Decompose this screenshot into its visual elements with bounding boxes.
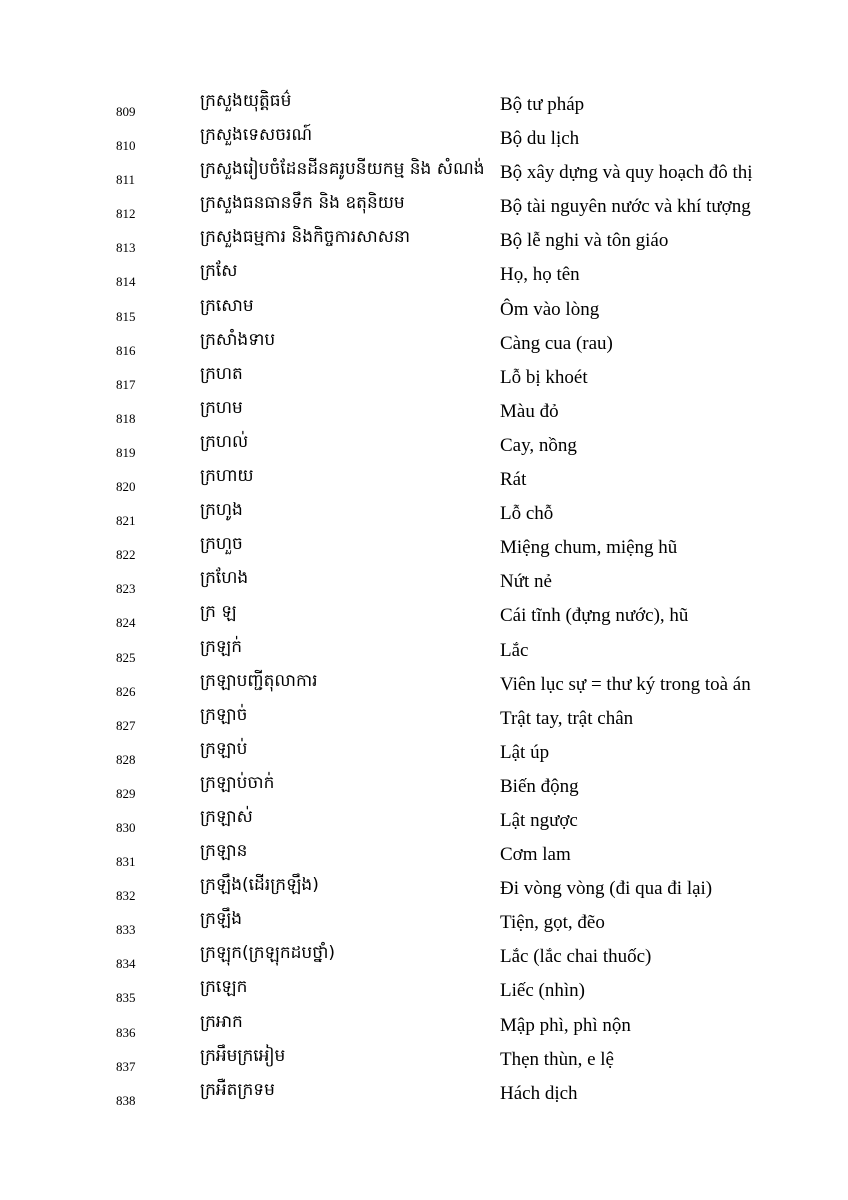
khmer-term: ក្រឡុក(ក្រឡុកដបថ្នាំ) <box>200 943 336 964</box>
entry-number: 817 <box>116 376 136 392</box>
entry-number: 835 <box>116 990 136 1006</box>
vietnamese-translation: Lỗ chỗ <box>500 503 554 525</box>
dictionary-entry <box>0 293 848 327</box>
khmer-term: ក្រឡឹង <box>200 909 243 930</box>
khmer-term: ក្រឡក់ <box>200 636 243 657</box>
vietnamese-translation: Tiện, gọt, đẽo <box>500 912 605 934</box>
khmer-term: ក្រហូង <box>200 500 243 521</box>
khmer-term: ក្រសួងទេសចរណ៍ <box>200 125 313 146</box>
dictionary-entry <box>0 974 848 1008</box>
entry-number: 822 <box>116 547 136 563</box>
vietnamese-translation: Cái tĩnh (đựng nước), hũ <box>500 605 689 627</box>
entry-number: 812 <box>116 206 136 222</box>
dictionary-entry <box>0 531 848 565</box>
khmer-term: ក្រសួងធនធានទឹក និង ឧតុនិយម <box>200 193 405 214</box>
vietnamese-translation: Bộ tư pháp <box>500 94 585 115</box>
vietnamese-translation: Cay, nồng <box>500 434 577 456</box>
dictionary-entry <box>0 429 848 463</box>
entry-number: 826 <box>116 683 136 699</box>
vietnamese-translation: Ôm vào lòng <box>500 298 600 320</box>
vietnamese-translation: Biến động <box>500 775 579 797</box>
entry-number: 828 <box>116 751 136 767</box>
khmer-term: ក្រហែង <box>200 568 249 589</box>
vietnamese-translation: Bộ xây dựng và quy hoạch đô thị <box>500 162 753 184</box>
dictionary-entry <box>0 565 848 599</box>
khmer-term: ក្រអឹមក្រអៀម <box>200 1045 286 1066</box>
dictionary-entry <box>0 258 848 292</box>
dictionary-entry <box>0 1009 848 1043</box>
entry-number: 834 <box>116 956 136 972</box>
vietnamese-translation: Hách dịch <box>500 1082 578 1104</box>
dictionary-entry <box>0 702 848 736</box>
khmer-term: ក្រឡាស់ <box>200 806 253 827</box>
khmer-term: ក្រឡាប់ចាក់ <box>200 772 275 793</box>
vietnamese-translation: Viên lục sự = thư ký trong toà án <box>500 673 751 695</box>
entry-number: 832 <box>116 888 136 904</box>
khmer-term: ក្រសួងធម្មការ និងកិច្ចការសាសនា <box>200 227 411 248</box>
khmer-term: ក្រហួច <box>200 534 243 555</box>
dictionary-entry <box>0 327 848 361</box>
dictionary-entry <box>0 1043 848 1077</box>
vietnamese-translation: Bộ tài nguyên nước và khí tượng <box>500 196 751 218</box>
khmer-term: ក្រហាយ <box>200 466 254 487</box>
khmer-term: ក្រសាំងទាប <box>200 329 276 350</box>
entry-number: 821 <box>116 513 136 529</box>
vietnamese-translation: Đi vòng vòng (đi qua đi lại) <box>500 878 713 900</box>
khmer-term: ក្រហល់ <box>200 431 249 452</box>
entry-number: 813 <box>116 240 136 256</box>
khmer-term: ក្រសួងរៀបចំដែនដីនគរូបនីយកម្ម និង សំណង់ <box>200 159 485 180</box>
khmer-term: ក្រឡេក <box>200 977 248 998</box>
vietnamese-translation: Trật tay, trật chân <box>500 707 634 729</box>
dictionary-entry <box>0 463 848 497</box>
entry-number: 825 <box>116 649 136 665</box>
entry-number: 814 <box>116 274 136 290</box>
entry-number: 809 <box>116 104 136 119</box>
vietnamese-translation: Cơm lam <box>500 844 571 866</box>
entry-number: 823 <box>116 581 136 597</box>
entry-number: 830 <box>116 819 136 835</box>
dictionary-entry <box>0 497 848 531</box>
vietnamese-translation: Lắc <box>500 639 529 661</box>
khmer-term: ក្រសួងយុត្តិធម៌ <box>200 91 292 111</box>
vietnamese-translation: Bộ du lịch <box>500 128 580 150</box>
dictionary-entry <box>0 770 848 804</box>
dictionary-entry <box>0 1077 848 1111</box>
entry-number: 836 <box>116 1024 136 1040</box>
entry-number: 838 <box>116 1092 136 1108</box>
khmer-term: ក្រអឺតក្រទម <box>200 1079 275 1100</box>
vietnamese-translation: Nứt nẻ <box>500 571 552 593</box>
entry-number: 837 <box>116 1058 136 1074</box>
entry-number: 833 <box>116 922 136 938</box>
vietnamese-translation: Lắc (lắc chai thuốc) <box>500 946 652 968</box>
dictionary-entry <box>0 122 848 156</box>
dictionary-entry <box>0 224 848 258</box>
entry-number: 816 <box>116 342 136 358</box>
dictionary-entry <box>0 156 848 190</box>
vietnamese-translation: Miệng chum, miệng hũ <box>500 537 678 559</box>
dictionary-entry <box>0 190 848 224</box>
vietnamese-translation: Bộ lễ nghi và tôn giáo <box>500 230 669 252</box>
vietnamese-translation: Càng cua (rau) <box>500 332 613 354</box>
vietnamese-translation: Mập phì, phì nộn <box>500 1014 631 1036</box>
dictionary-entry <box>0 668 848 702</box>
dictionary-entry <box>0 395 848 429</box>
entry-number: 820 <box>116 479 136 495</box>
dictionary-entry <box>0 361 848 395</box>
khmer-term: ក្រសោម <box>200 295 254 316</box>
entry-number: 815 <box>116 308 136 324</box>
vietnamese-translation: Rát <box>500 469 527 491</box>
khmer-term: ក្រឡាន <box>200 841 248 862</box>
khmer-term: ក្រ ឡ <box>200 602 237 623</box>
vietnamese-translation: Họ, họ tên <box>500 264 580 286</box>
dictionary-entry <box>0 906 848 940</box>
entry-number: 811 <box>116 172 136 188</box>
entry-number: 819 <box>116 444 136 460</box>
vietnamese-translation: Lật ngược <box>500 809 578 831</box>
khmer-term: ក្រឡាច់ <box>200 704 248 725</box>
vietnamese-translation: Màu đỏ <box>500 400 559 422</box>
khmer-term: ក្រឡាប់ <box>200 738 248 759</box>
entry-number: 810 <box>116 138 136 154</box>
dictionary-entry <box>0 88 848 122</box>
dictionary-entry <box>0 599 848 633</box>
khmer-term: ក្រឡឹង(ដើរក្រឡឹង) <box>200 875 319 896</box>
khmer-term: ក្រសែ <box>200 261 238 282</box>
dictionary-entry <box>0 736 848 770</box>
dictionary-entry <box>0 872 848 906</box>
entry-number: 827 <box>116 717 136 733</box>
khmer-term: ក្រហម <box>200 397 243 418</box>
vietnamese-translation: Lỗ bị khoét <box>500 366 588 388</box>
entry-number: 829 <box>116 785 136 801</box>
entry-number: 831 <box>116 854 136 870</box>
dictionary-entry <box>0 940 848 974</box>
entry-number: 818 <box>116 410 136 426</box>
dictionary-entry <box>0 804 848 838</box>
vietnamese-translation: Thẹn thùn, e lệ <box>500 1048 614 1070</box>
dictionary-entry <box>0 838 848 872</box>
khmer-term: ក្រអាក <box>200 1011 243 1032</box>
khmer-term: ក្រឡាបញ្ជីតុលាការ <box>200 670 318 691</box>
entry-number: 824 <box>116 615 136 631</box>
vietnamese-translation: Liếc (nhìn) <box>500 980 585 1002</box>
vietnamese-translation: Lật úp <box>500 741 550 763</box>
entry-list <box>0 88 848 1111</box>
dictionary-entry <box>0 634 848 668</box>
khmer-term: ក្រហត <box>200 363 243 384</box>
